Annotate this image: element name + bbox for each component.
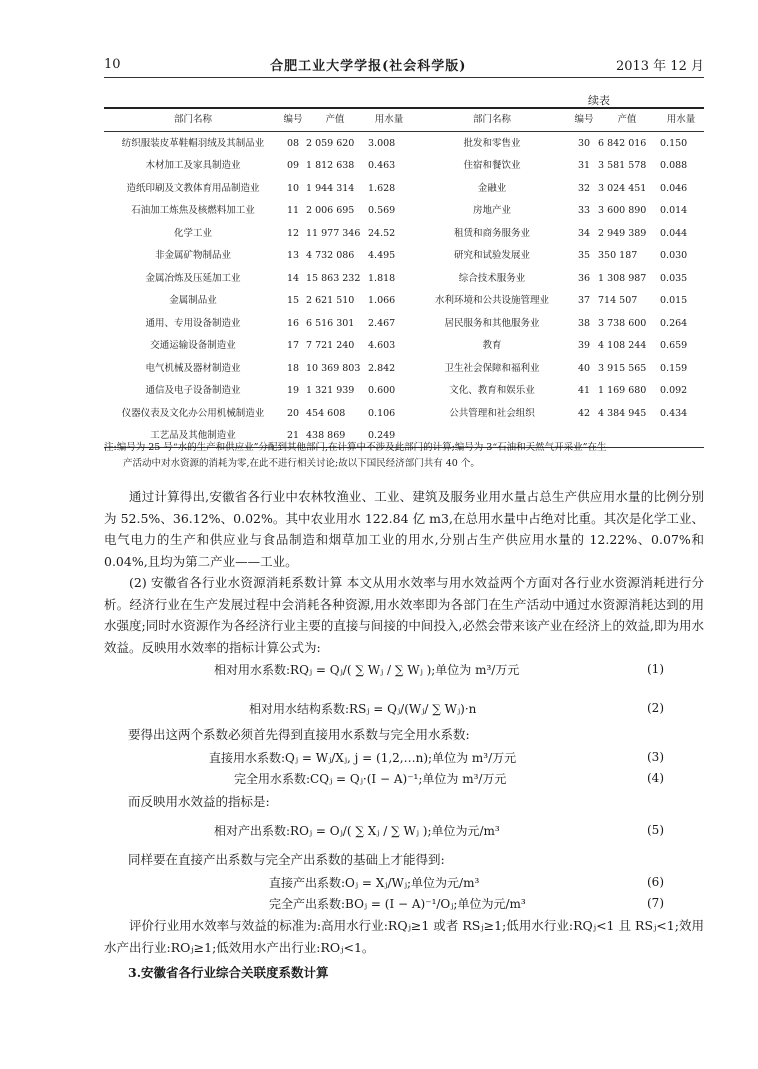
formula-number: (2) [647, 701, 664, 715]
table-cell: 3.008 [368, 137, 396, 149]
paragraph-1-text: 通过计算得出,安徽省各行业中农林牧渔业、工业、建筑及服务业用水量占总生产供应用水量的比例分别为 52.5%、36.12%、0.02%。其中农业用水 122.84 亿 m3,在总用水量中占绝对比重。其次是化学工业、电气电力的生产和供应业与食品制造和烟草加工业的用水,分别占生产供应用水量的 12.22%、0.07%和 0.04%,且均为第二产业——工业。 [104, 489, 704, 569]
formula-expr: RSⱼ = Qⱼ/(Wⱼ/ ∑ Wⱼ)·n [349, 701, 477, 716]
table-cell: 通信及电子设备制造业 [145, 385, 241, 396]
table-cell: 0.569 [368, 205, 396, 216]
formula-expr: BOⱼ = (I − A)⁻¹/Oⱼ;单位为元/m³ [345, 896, 526, 911]
table-cell: 11 977 346 [306, 227, 361, 239]
table-row [104, 380, 704, 403]
page-number: 10 [104, 56, 121, 72]
table-cell: 石油加工炼焦及核燃料加工业 [131, 205, 255, 216]
table-cell: 4 108 244 [598, 340, 647, 351]
col-header: 编号 [282, 108, 304, 132]
paragraph-1 [104, 486, 704, 572]
paragraph-eval-text: 评价行业用水效率与效益的标准为:高用水行业:RQⱼ≥1 或者 RSⱼ≥1;低用水行业:RQⱼ<1 且 RSⱼ<1;效用水产出行业:ROⱼ≥1;低效用水产出行业:ROⱼ<1。 [104, 918, 704, 955]
formula-number: (1) [647, 662, 664, 676]
page-header [104, 53, 704, 75]
table-cell: 2 006 695 [306, 205, 355, 216]
paragraph-2 [104, 572, 704, 658]
table-cell: 0.434 [660, 407, 688, 419]
table-cell: 13 [286, 250, 300, 261]
issue-date: 2013 年 12 月 [615, 58, 704, 74]
table-cell: 居民服务和其他服务业 [444, 317, 540, 329]
formula-7 [104, 891, 704, 915]
table-cell: 1 812 638 [306, 160, 355, 171]
table-cell: 17 [286, 340, 300, 351]
table-cell: 4 732 086 [306, 250, 355, 261]
formula-number: (4) [647, 771, 664, 785]
table-header-row [104, 108, 704, 132]
col-header: 部门名称 [104, 108, 282, 132]
table-cell: 造纸印刷及文教体育用品制造业 [126, 182, 260, 194]
table-cell: 10 369 803 [306, 362, 361, 374]
table-cell: 0.035 [660, 272, 688, 284]
table-cell: 2 621 510 [306, 295, 355, 306]
intro-benefit: 而反映用水效益的指标是: [128, 794, 270, 809]
table-cell: 0.092 [660, 385, 688, 396]
formula-label: 完全产出系数: [269, 896, 346, 911]
table-note-line: 注:编号为 25 号“水的生产和供应业”分配到其他部门,在计算中不涉及此部门的计算;编号为 3“石油和天然气开采业”在生 [104, 442, 607, 453]
table-cell: 1.818 [368, 272, 396, 284]
table-cell: 34 [577, 227, 591, 239]
formula-2 [104, 696, 704, 720]
col-header: 产值 [596, 108, 658, 132]
formula-label: 相对用水系数: [214, 662, 291, 677]
table-cell: 金融业 [477, 182, 507, 194]
table-cell: 1 169 680 [598, 385, 647, 396]
table-cell: 教育 [482, 340, 502, 351]
table-row [104, 245, 704, 268]
table-cell: 30 [577, 137, 591, 149]
table-cell: 24.52 [368, 227, 396, 239]
table-cell: 15 [286, 295, 300, 306]
formula-label: 直接产出系数: [269, 875, 346, 890]
paragraph-eval [104, 915, 704, 958]
journal-title: 合肥工业大学学报(社会科学版) [270, 58, 467, 74]
table-cell: 0.044 [660, 227, 688, 239]
table-cell: 21 [282, 425, 304, 448]
table-cell: 非金属矿物制品业 [154, 250, 231, 261]
table-cell: 水利环境和公共设施管理业 [434, 295, 549, 306]
section-3-heading: 3.安徽省各行业综合关联度系数计算 [128, 965, 329, 980]
table-cell: 41 [577, 385, 591, 396]
table-cell: 10 [286, 182, 300, 194]
table-cell: 3 738 600 [598, 317, 647, 329]
table-cell: 0.600 [368, 385, 396, 396]
table-cell: 金属冶炼及压延加工业 [145, 272, 241, 284]
table-cell: 研究和试验发展业 [453, 250, 530, 261]
table-cell: 0.088 [660, 160, 688, 171]
col-header: 编号 [572, 108, 596, 132]
table-cell: 通用、专用设备制造业 [145, 317, 241, 329]
table-cell: 租赁和商务服务业 [453, 227, 530, 239]
table-cell: 1.066 [368, 295, 396, 306]
table-cell: 37 [577, 295, 591, 306]
table-cell: 3 600 890 [598, 205, 647, 216]
formula-expr: ROⱼ = Oⱼ/( ∑ Xⱼ / ∑ Wⱼ );单位为元/m³ [290, 823, 500, 838]
table-cell: 1 944 314 [306, 182, 355, 194]
table-cell: 1.628 [368, 182, 396, 194]
col-header: 部门名称 [412, 108, 572, 132]
formula-expr: Oⱼ = Xⱼ/Wⱼ;单位为元/m³ [345, 875, 480, 890]
table-cell: 3 581 578 [598, 160, 647, 171]
formula-4 [104, 766, 704, 790]
formula-expr: Qⱼ = Wⱼ/Xⱼ, j = (1,2,…n);单位为 m³/万元 [285, 750, 517, 765]
table-cell: 工艺品及其他制造业 [104, 425, 282, 448]
table-cell: 0.106 [368, 407, 396, 419]
table-cell: 2.467 [368, 317, 396, 329]
formula-number: (7) [647, 896, 664, 910]
table-row [104, 200, 704, 223]
table-cell: 6 842 016 [598, 137, 647, 149]
table-cell: 33 [577, 205, 591, 216]
table-row [104, 312, 704, 335]
table-cell: 0.015 [660, 295, 688, 306]
table-row [104, 177, 704, 200]
table-cell: 08 [286, 137, 300, 149]
formula-1 [104, 657, 704, 681]
col-header: 用水量 [658, 108, 704, 132]
table-cell: 化学工业 [173, 227, 212, 239]
formula-expr: CQⱼ = Qⱼ·(I − A)⁻¹;单位为 m³/万元 [310, 771, 507, 786]
formula-expr: RQⱼ = Qⱼ/( ∑ Wⱼ / ∑ Wⱼ );单位为 m³/万元 [290, 662, 520, 677]
table-row [104, 267, 704, 290]
formula-label: 相对产出系数: [214, 823, 291, 838]
table-cell: 3 024 451 [598, 182, 647, 194]
table-cell: 7 721 240 [306, 340, 355, 351]
table-row [104, 335, 704, 358]
formula-label: 直接用水系数: [209, 750, 286, 765]
table-cell: 住宿和餐饮业 [463, 160, 521, 171]
table-cell: 2 949 389 [598, 227, 647, 239]
table-cell: 42 [577, 407, 591, 419]
table-cell: 0.030 [660, 250, 688, 261]
table-cell: 18 [286, 362, 300, 374]
table-cell: 电气机械及器材制造业 [145, 362, 241, 374]
paragraph-2-text: (2) 安徽省各行业水资源消耗系数计算 本文从用水效率与用水效益两个方面对各行业水资源消耗进行分析。经济行业在生产发展过程中会消耗各种资源,用水效率即为各部门在生产活动中通过水资源消耗达到的用水强度;同时水资源作为各经济行业主要的直接与间接的中间投入,必然会带来该产业在经济上的效益,即为用水效益。反映用水效率的指标计算公式为: [104, 575, 704, 655]
table-cell: 0.150 [660, 137, 688, 149]
table-cell: 14 [286, 272, 300, 284]
table-cell: 0.046 [660, 182, 688, 194]
table-cell: 4 384 945 [598, 407, 647, 419]
table-note-line: 产活动中对水资源的消耗为零,在此不进行相关讨论;故以下国民经济部门共有 40 个。 [123, 458, 480, 469]
table-cell: 仪器仪表及文化办公用机械制造业 [121, 407, 265, 419]
table-cell: 1 308 987 [598, 272, 647, 284]
table-body [104, 132, 704, 448]
table-cell: 4.495 [368, 250, 396, 261]
table-cell: 2 059 620 [306, 137, 355, 149]
table-cell: 0.014 [660, 205, 688, 216]
table-cell: 卫生社会保障和福利业 [444, 362, 540, 374]
table-note [104, 440, 704, 472]
table-cell: 35 [577, 250, 591, 261]
table-cell: 0.249 [366, 425, 412, 448]
col-header: 产值 [304, 108, 366, 132]
formula-number: (5) [647, 823, 664, 837]
table-cell: 金属制品业 [169, 295, 217, 306]
table-cell: 454 608 [306, 407, 346, 419]
table-cell: 文化、教育和娱乐业 [449, 385, 535, 396]
table-cell: 0.463 [368, 160, 396, 171]
table-cell: 纺织服装皮革鞋帽羽绒及其制品业 [121, 137, 265, 149]
table-row [104, 402, 704, 425]
table-cell: 0.159 [660, 362, 688, 374]
table-cell: 38 [577, 317, 591, 329]
table-cell: 房地产业 [472, 205, 511, 216]
sector-water-table [104, 107, 704, 448]
table-row [104, 222, 704, 245]
intro-output: 同样要在直接产出系数与完全产出系数的基础上才能得到: [128, 852, 445, 867]
formula-5 [104, 818, 704, 842]
table-cell: 11 [286, 205, 300, 216]
table-cell: 39 [577, 340, 591, 351]
table-cell: 4.603 [368, 340, 396, 351]
intro-direct: 要得出这两个系数必须首先得到直接用水系数与完全用水系数: [128, 727, 470, 742]
table-cell: 12 [286, 227, 300, 239]
table-cell: 0.264 [660, 317, 688, 329]
table-cell: 09 [286, 160, 300, 171]
table-row [104, 155, 704, 178]
table-row [104, 132, 704, 155]
table-cell: 32 [577, 182, 591, 194]
table-cell: 0.659 [660, 340, 688, 351]
table-cell: 3 915 565 [598, 362, 647, 374]
formula-label: 相对用水结构系数: [249, 701, 350, 716]
table-cell: 交通运输设备制造业 [150, 340, 236, 351]
formula-number: (3) [647, 750, 664, 764]
table-cell: 2.842 [368, 362, 396, 374]
table-cell: 15 863 232 [306, 272, 361, 284]
table-cell: 714 507 [598, 295, 638, 306]
table-cell: 20 [286, 407, 300, 419]
formula-label: 完全用水系数: [234, 771, 311, 786]
col-header: 用水量 [366, 108, 412, 132]
table-cell: 31 [577, 160, 591, 171]
table-cell: 438 869 [304, 425, 366, 448]
table-cell: 350 187 [598, 250, 638, 261]
table-cell: 16 [286, 317, 300, 329]
table-cell: 批发和零售业 [463, 137, 521, 149]
table-continued-label: 续表 [588, 94, 610, 107]
formula-number: (6) [647, 875, 664, 889]
table-cell: 1 321 939 [306, 385, 355, 396]
table-row [104, 357, 704, 380]
table-cell: 40 [577, 362, 591, 374]
table-cell: 36 [577, 272, 591, 284]
table-cell: 公共管理和社会组织 [449, 407, 535, 419]
table-row [104, 290, 704, 313]
table-cell: 6 516 301 [306, 317, 355, 329]
header-rule [104, 77, 704, 78]
table-cell: 综合技术服务业 [458, 272, 526, 284]
table-cell: 木材加工及家具制造业 [145, 160, 241, 171]
table-cell: 19 [286, 385, 300, 396]
